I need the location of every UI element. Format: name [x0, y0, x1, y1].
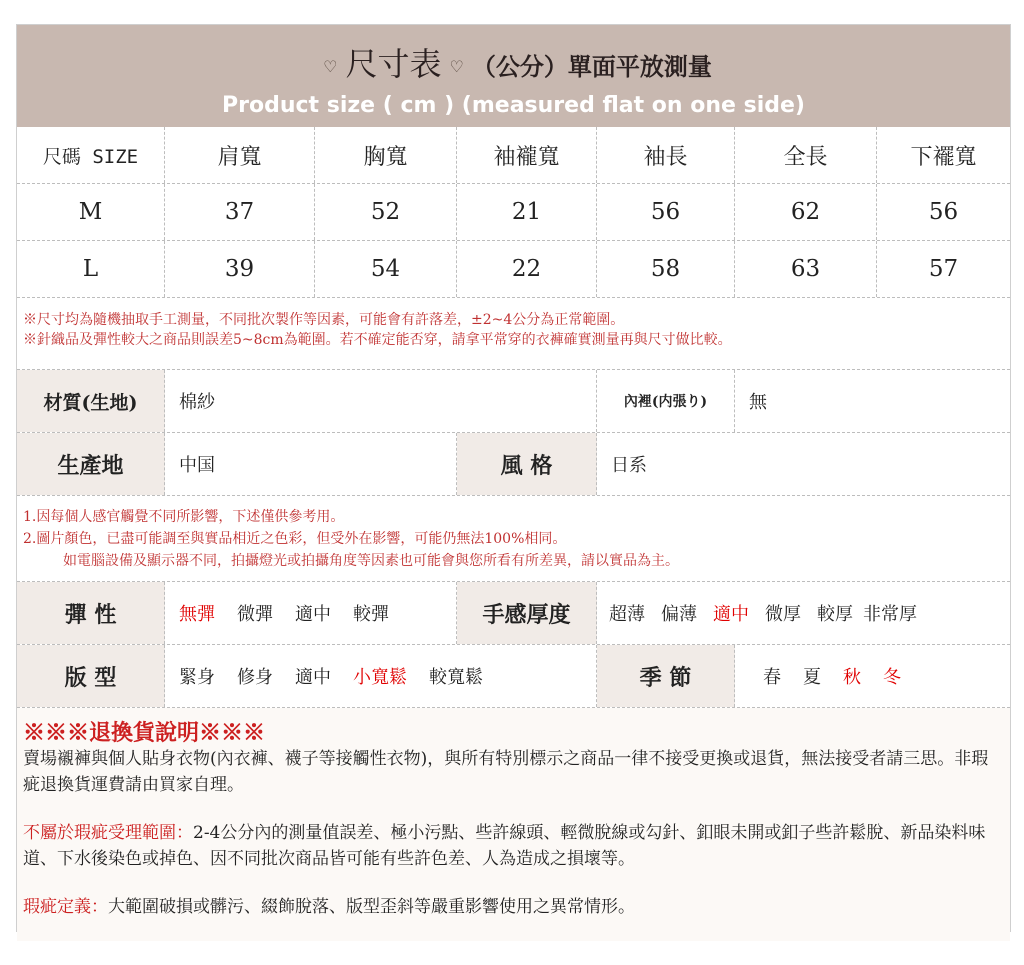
size-value: 22	[457, 241, 597, 297]
title-text: 尺寸表	[345, 45, 442, 83]
season-label: 季 節	[597, 645, 735, 707]
style-value: 日系	[611, 455, 647, 476]
col-armhole: 袖襱寬	[457, 127, 597, 183]
fit-option: 緊身	[179, 667, 215, 688]
col-hem: 下襬寬	[910, 144, 977, 170]
chart-title	[17, 39, 1010, 85]
lining-label: 內裡(内張り)	[597, 370, 735, 432]
material-value: 棉紗	[165, 370, 597, 432]
elasticity-option: 較彈	[353, 604, 389, 625]
attr-row-fit	[17, 645, 1010, 708]
size-label: M	[17, 184, 165, 240]
heart-icon: ♡	[323, 57, 338, 76]
thickness-options	[597, 582, 1010, 644]
elasticity-option-selected: 無彈	[179, 604, 215, 625]
fit-option: 較寬鬆	[429, 667, 483, 688]
title-unit: （公分）單面平放測量	[471, 52, 712, 81]
origin-label: 生產地	[17, 433, 165, 495]
size-label: L	[17, 241, 165, 297]
size-note: ※尺寸均為隨機抽取手工測量，不同批次製作等因素，可能會有許落差，±2~4公分為正常範圍。	[23, 312, 625, 328]
size-value: 58	[597, 241, 735, 297]
size-value: 54	[315, 241, 457, 297]
color-note: 2.圖片顏色，已盡可能調至與實品相近之色彩，但受外在影響，可能仍無法100%相同。	[23, 531, 567, 547]
thickness-option-selected: 適中	[713, 604, 749, 625]
size-notes	[17, 298, 1010, 370]
elasticity-options	[165, 582, 457, 644]
table-row	[17, 241, 1010, 298]
thickness-option: 超薄	[609, 604, 645, 625]
defect-paragraph	[23, 894, 1004, 920]
origin-value: 中国	[165, 433, 457, 495]
heart-icon: ♡	[449, 57, 464, 76]
col-shoulder: 肩寬	[165, 127, 315, 183]
defect-label: 瑕疵定義：	[23, 897, 108, 917]
size-value: 63	[735, 241, 877, 297]
size-value: 56	[597, 184, 735, 240]
season-option: 夏	[803, 667, 821, 688]
fit-label: 版 型	[17, 645, 165, 707]
elasticity-option: 微彈	[237, 604, 273, 625]
material-label: 材質(生地)	[17, 370, 165, 432]
non-defect-paragraph	[23, 820, 1004, 872]
season-options	[735, 645, 1010, 707]
size-value: 52	[315, 184, 457, 240]
size-value: 37	[165, 184, 315, 240]
col-length: 全長	[735, 127, 877, 183]
col-sleeve: 袖長	[597, 127, 735, 183]
attr-row-material	[17, 370, 1010, 433]
fit-option-selected: 小寬鬆	[353, 667, 407, 688]
size-value: 39	[165, 241, 315, 297]
non-defect-label: 不屬於瑕疵受理範圍：	[23, 823, 193, 843]
color-note: 如電腦設備及顯示器不同，拍攝燈光或拍攝角度等因素也可能會與您所看有所差異，請以實品為主。	[63, 553, 679, 569]
lining-value: 無	[749, 392, 767, 413]
style-label: 風 格	[457, 433, 597, 495]
returns-section	[17, 708, 1010, 941]
returns-body: 賣場襯褲與個人貼身衣物(內衣褲、襪子等接觸性衣物)，與所有特別標示之商品一律不接受更換或退貨，無法接受者請三思。非瑕疵退換貨運費請由買家自理。	[23, 749, 989, 795]
season-option-selected: 秋	[843, 667, 861, 688]
size-table-header	[17, 127, 1010, 184]
thickness-option: 較厚	[817, 604, 853, 625]
size-note: ※針織品及彈性較大之商品則誤差5~8cm為範圍。若不確定能否穿，請拿平常穿的衣褲確實測量再與尺寸做比較。	[23, 332, 732, 348]
size-value: 56	[928, 199, 959, 225]
season-option-selected: 冬	[883, 667, 901, 688]
size-chart-card	[16, 24, 1011, 932]
defect-text: 大範圍破損或髒污、綴飾脫落、版型歪斜等嚴重影響使用之異常情形。	[108, 897, 635, 917]
elasticity-option: 適中	[295, 604, 331, 625]
table-row	[17, 184, 1010, 241]
fit-options	[165, 645, 597, 707]
size-value: 57	[928, 256, 959, 282]
size-value: 62	[735, 184, 877, 240]
thickness-option: 非常厚	[863, 604, 917, 625]
season-option: 春	[763, 667, 781, 688]
elasticity-label: 彈 性	[17, 582, 165, 644]
thickness-option: 偏薄	[661, 604, 697, 625]
thickness-option: 微厚	[765, 604, 801, 625]
thickness-label: 手感厚度	[457, 582, 597, 644]
size-value: 21	[457, 184, 597, 240]
non-defect-text: 2-4公分內的測量值誤差、極小污點、些許線頭、輕微脫線或勾針、釦眼未開或釦子些許鬆脫、新品染料味道、下水後染色或掉色、因不同批次商品皆可能有些許色差、人為造成之損壞等。	[23, 823, 986, 869]
returns-title: ※※※退換貨說明※※※	[23, 720, 266, 746]
attr-row-elasticity	[17, 582, 1010, 645]
col-chest: 胸寬	[315, 127, 457, 183]
fit-option: 適中	[295, 667, 331, 688]
attr-row-origin	[17, 433, 1010, 496]
chart-header	[17, 25, 1010, 127]
color-notes	[17, 496, 1010, 582]
chart-subtitle: Product size ( cm ) (measured flat on one side)	[222, 93, 805, 118]
col-size: 尺碼 SIZE	[17, 127, 165, 183]
color-note: 1.因每個人感官觸覺不同所影響，下述僅供參考用。	[23, 509, 345, 525]
fit-option: 修身	[237, 667, 273, 688]
